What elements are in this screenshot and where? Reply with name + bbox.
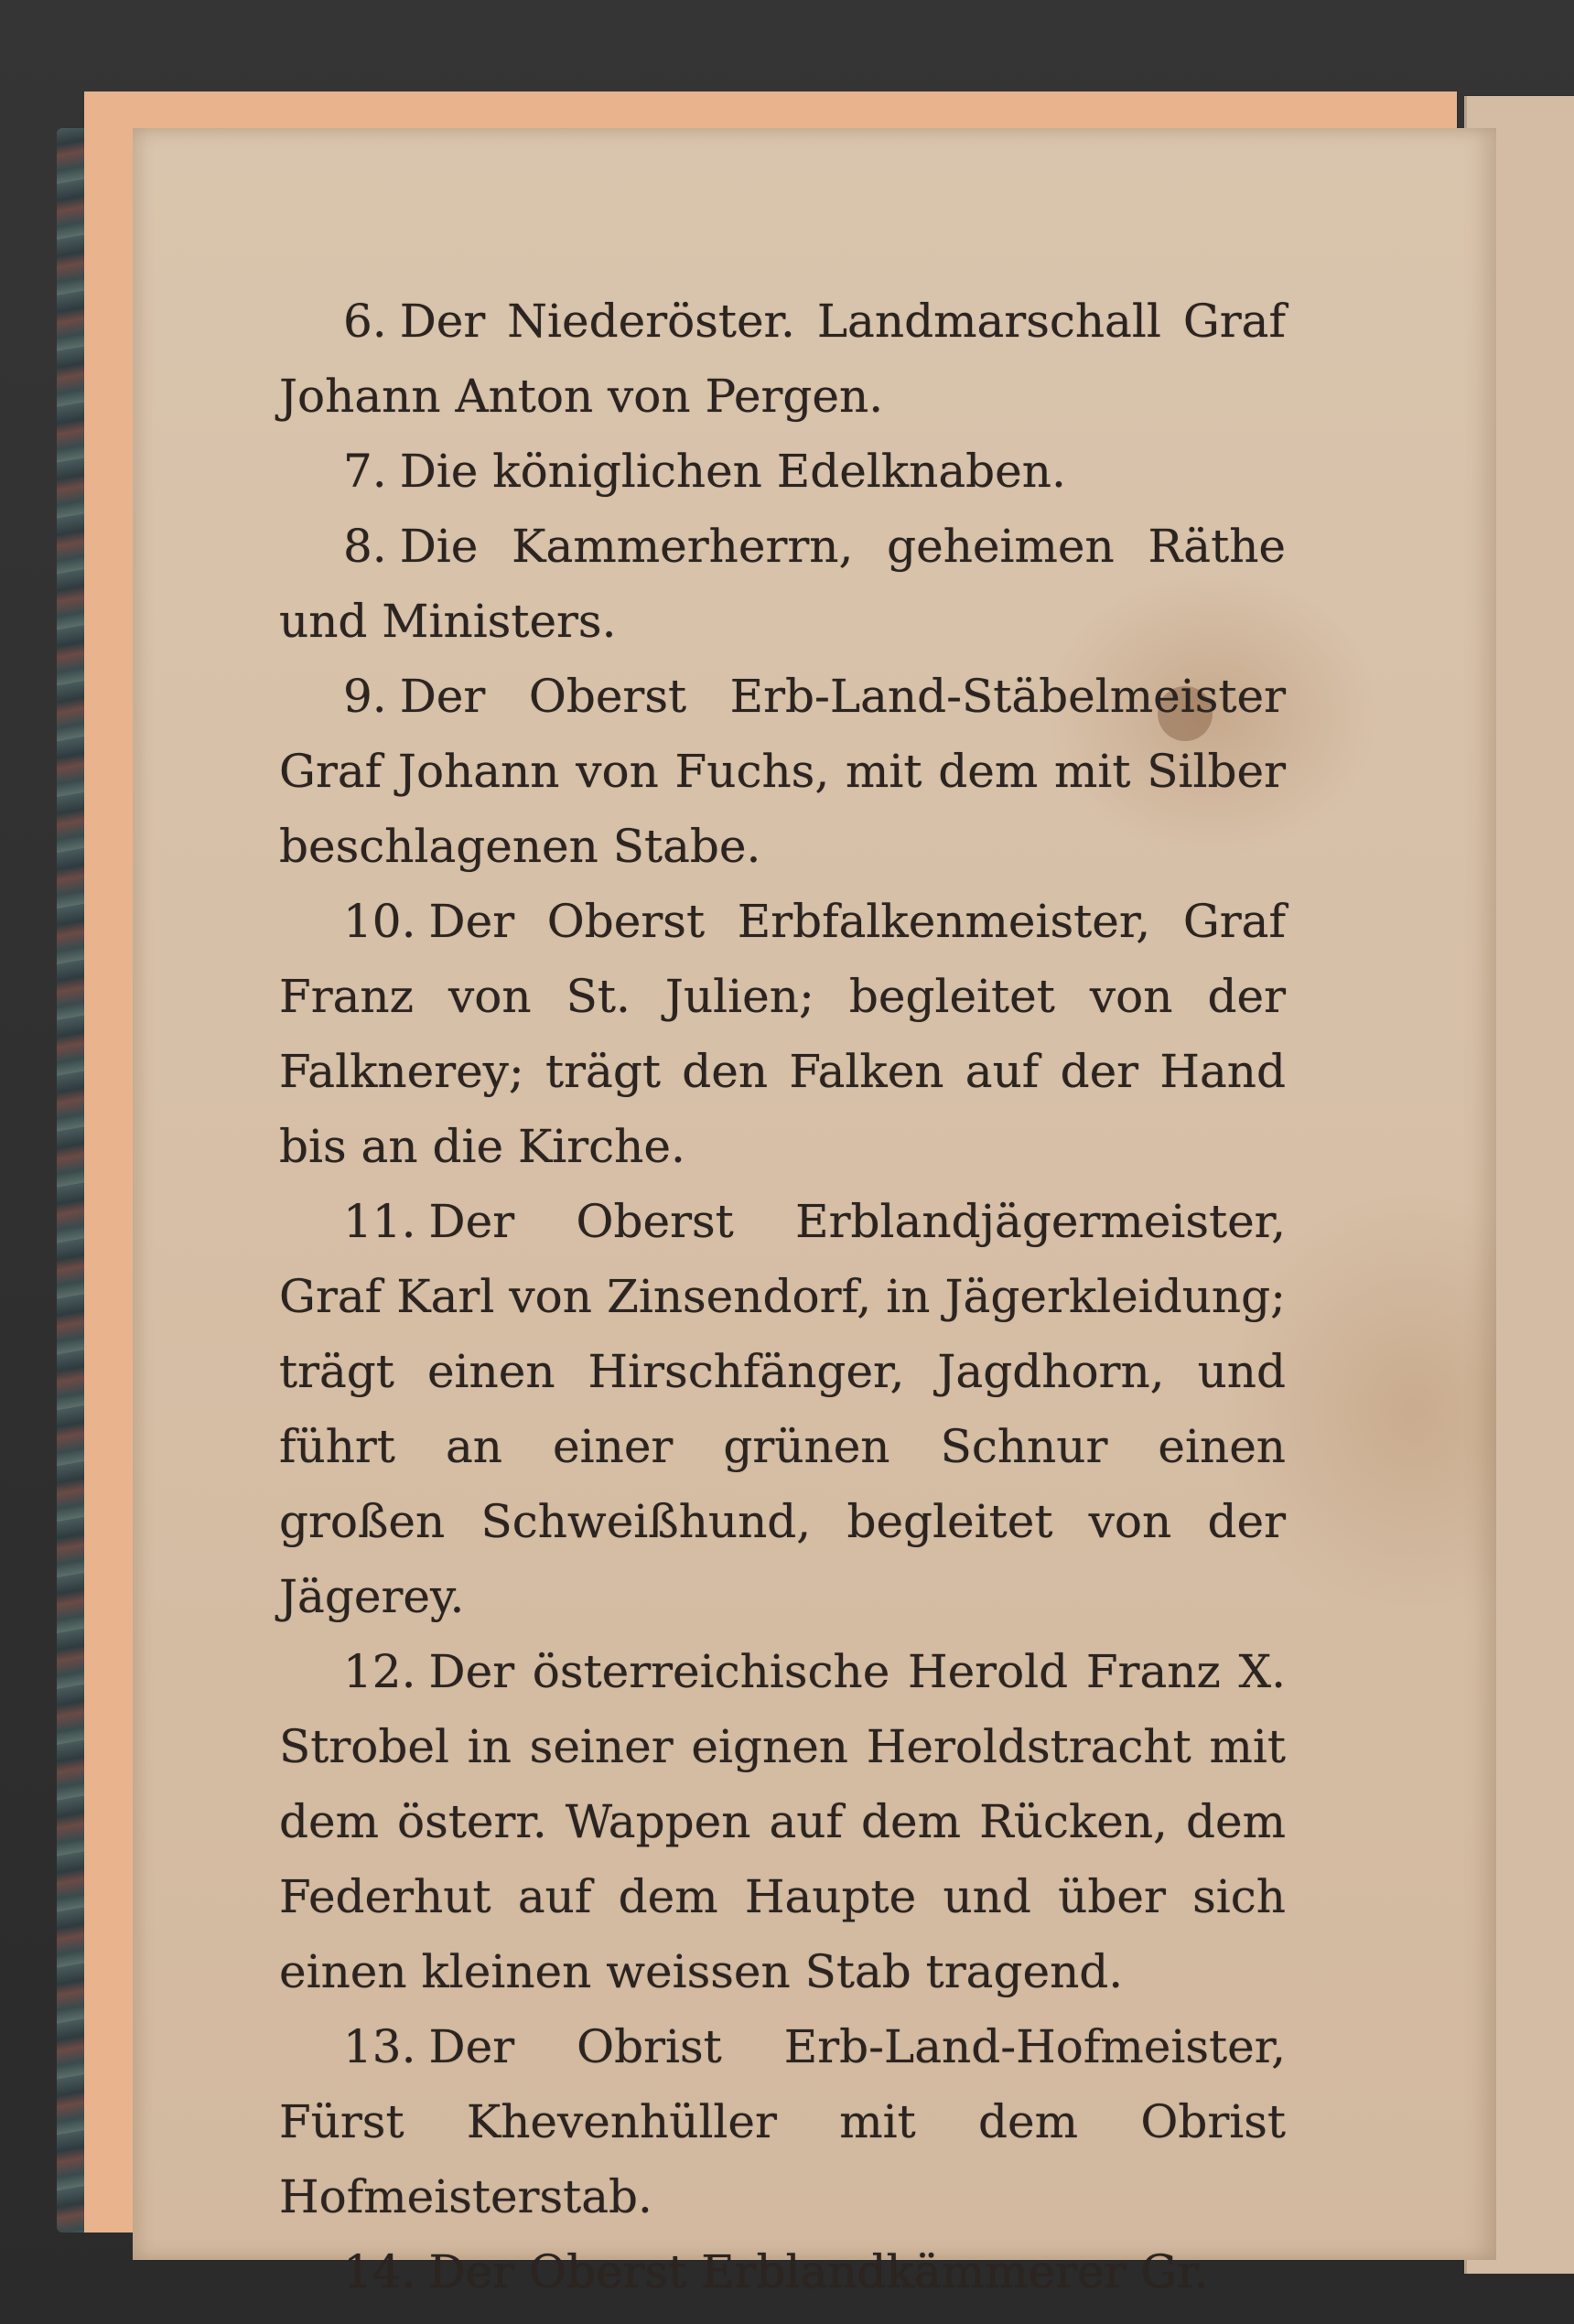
item-text: Der Obrist Erb-Land-Hofmeister, Fürst Khevenhüller mit dem Obrist Hofmeisterstab. (279, 2020, 1286, 2223)
item-number: 6. (343, 295, 387, 348)
paragraph-6 (279, 284, 1286, 434)
item-number: 7. (343, 445, 387, 498)
paragraph-10 (279, 884, 1286, 1184)
paragraph-12 (279, 1634, 1286, 2009)
item-text: Der Oberst Erbfalkenmeister, Graf Franz von St. Julien; begleitet von der Falknerey; trägt den Falken auf der Hand bis an die Kirche. (279, 895, 1286, 1173)
page-text (279, 284, 1286, 2309)
item-text: Der Oberst Erblandjägermeister, Graf Karl von Zinsendorf, in Jägerkleidung; trägt einen Hirschfänger, Jagdhorn, und führt an einer grünen Schnur einen großen Schweißhund, begleitet von der Jägerey. (279, 1195, 1286, 1623)
item-number: 11. (343, 1195, 416, 1248)
paragraph-14 (279, 2234, 1286, 2309)
item-number: 10. (343, 895, 416, 948)
item-text: Der Oberst Erb-Land-Stäbelmeister Graf Johann von Fuchs, mit dem mit Silber beschlagenen Stabe. (279, 670, 1286, 873)
item-number: 8. (343, 520, 387, 573)
paragraph-13 (279, 2009, 1286, 2234)
item-number: 13. (343, 2020, 416, 2073)
paragraph-8 (279, 509, 1286, 659)
item-number: 9. (343, 670, 387, 723)
item-text: Der österreichische Herold Franz X. Strobel in seiner eignen Heroldstracht mit dem österr. Wappen auf dem Rücken, dem Federhut auf dem Haupte und über sich einen kleinen weissen Stab tragend. (279, 1645, 1286, 1998)
item-text: Der Oberst Erblandkämmerer Gr. (428, 2245, 1209, 2298)
item-number: 14. (343, 2245, 416, 2298)
paragraph-7 (279, 434, 1286, 509)
item-text: Die königlichen Edelknaben. (399, 445, 1066, 498)
item-text: Der Niederöster. Landmarschall Graf Johann Anton von Pergen. (279, 295, 1286, 423)
paragraph-9 (279, 659, 1286, 884)
book-page (133, 128, 1496, 2298)
item-text: Die Kammerherrn, geheimen Räthe und Ministers. (279, 520, 1286, 648)
item-number: 12. (343, 1645, 416, 1698)
paragraph-11 (279, 1184, 1286, 1634)
